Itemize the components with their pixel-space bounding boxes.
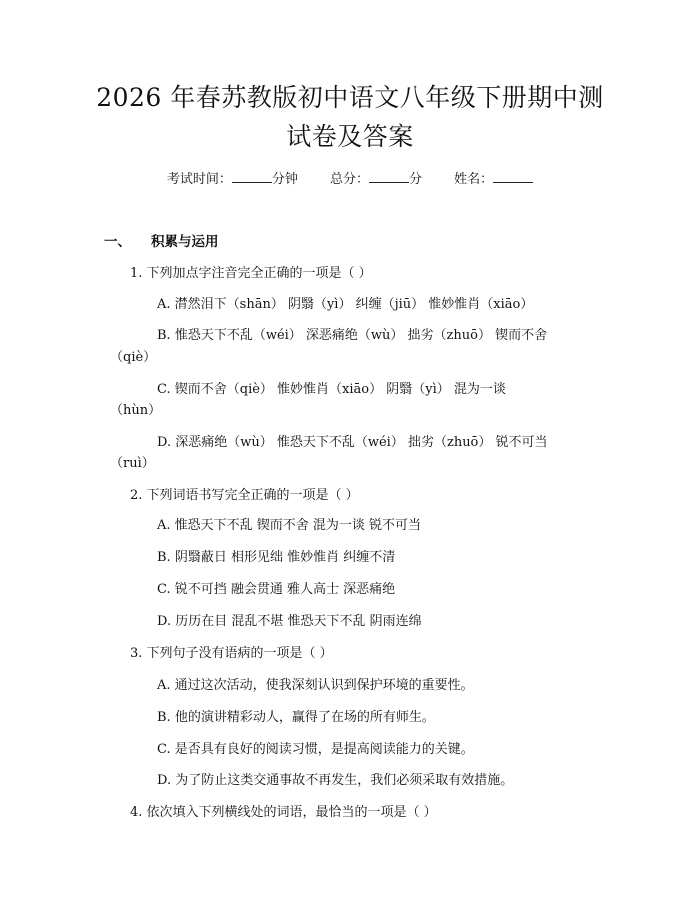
name-blank bbox=[493, 171, 533, 183]
section-heading bbox=[104, 230, 219, 250]
question-2-stem: 2. 下列词语书写完全正确的一项是（ ） bbox=[130, 488, 359, 503]
question-2-option-a: A. 惟恐天下不乱 锲而不舍 混为一谈 锐不可当 bbox=[157, 518, 422, 533]
question-3-option-c: C. 是否具有良好的阅读习惯，是提高阅读能力的关键。 bbox=[157, 742, 474, 757]
question-1-option-c-wrap: （hùn） bbox=[110, 403, 162, 418]
question-1-stem: 1. 下列加点字注音完全正确的一项是（ ） bbox=[130, 266, 372, 281]
question-3-option-d: D. 为了防止这类交通事故不再发生，我们必须采取有效措施。 bbox=[157, 773, 514, 788]
question-1-option-d-wrap: （ruì） bbox=[110, 456, 155, 471]
score-label: 总分： bbox=[329, 172, 369, 187]
time-unit: 分钟 bbox=[271, 172, 298, 187]
time-field bbox=[167, 172, 298, 187]
question-2-option-c: C. 锐不可挡 融会贯通 雅人高士 深恶痛绝 bbox=[157, 582, 396, 597]
score-unit: 分 bbox=[409, 172, 423, 187]
title-line-1: 2026 年春苏教版初中语文八年级下册期中测 bbox=[96, 83, 604, 112]
question-1-option-d: D. 深恶痛绝（wù） 惟恐天下不乱（wéi） 拙劣（zhuō） 锐不可当 bbox=[157, 435, 548, 450]
question-1-option-c: C. 锲而不舍（qiè） 惟妙惟肖（xiāo） 阴翳（yì） 混为一谈 bbox=[157, 382, 506, 397]
name-label: 姓名： bbox=[454, 172, 494, 187]
time-label: 考试时间： bbox=[166, 172, 232, 187]
exam-title bbox=[60, 78, 640, 156]
time-blank bbox=[232, 171, 272, 183]
section-number: 一、 bbox=[104, 234, 131, 250]
question-1-option-b: B. 惟恐天下不乱（wéi） 深恶痛绝（wù） 拙劣（zhuō） 锲而不舍 bbox=[157, 328, 548, 343]
title-line-2: 试卷及答案 bbox=[286, 122, 414, 151]
score-field bbox=[330, 172, 422, 187]
question-2-option-d: D. 历历在目 混乱不堪 惟恐天下不乱 阴雨连绵 bbox=[157, 614, 422, 629]
question-1-option-b-wrap: （qiè） bbox=[110, 350, 157, 365]
score-blank bbox=[369, 171, 409, 183]
exam-meta bbox=[0, 168, 700, 187]
question-2-option-b: B. 阴翳蔽日 相形见绌 惟妙惟肖 纠缠不清 bbox=[157, 550, 396, 565]
question-1-option-a: A. 潸然泪下（shān） 阴翳（yì） 纠缠（jiū） 惟妙惟肖（xiāo） bbox=[157, 297, 534, 312]
question-4-stem: 4. 依次填入下列横线处的词语，最恰当的一项是（ ） bbox=[130, 805, 437, 820]
section-title: 积累与运用 bbox=[151, 234, 219, 250]
question-3-option-a: A. 通过这次活动，使我深刻认识到保护环境的重要性。 bbox=[157, 678, 474, 693]
name-field bbox=[454, 172, 533, 187]
question-3-stem: 3. 下列句子没有语病的一项是（ ） bbox=[130, 646, 333, 661]
question-3-option-b: B. 他的演讲精彩动人，赢得了在场的所有师生。 bbox=[157, 710, 435, 725]
